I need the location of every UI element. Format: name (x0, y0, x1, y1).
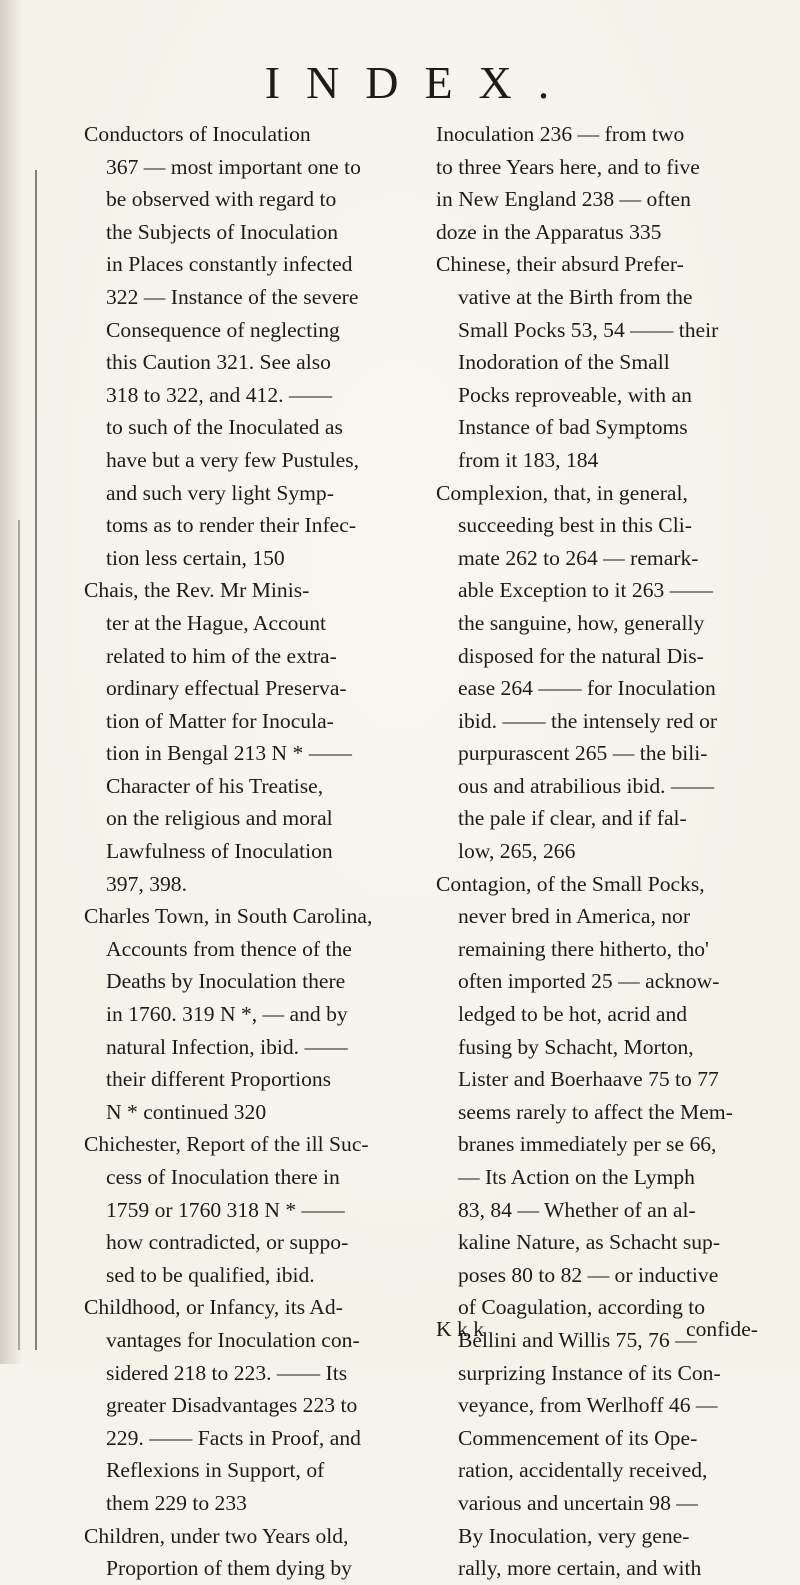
index-line: succeeding best in this Cli- (458, 513, 692, 538)
index-line: natural Infection, ibid. —— (106, 1034, 348, 1059)
index-line: ter at the Hague, Account (106, 610, 327, 635)
index-line: the pale if clear, and if fal- (458, 806, 687, 831)
index-line: ration, accidentally received, (458, 1458, 708, 1483)
index-line: their different Proportions (106, 1067, 332, 1092)
index-line: surprizing Instance of its Con- (458, 1360, 721, 1385)
index-line: them 229 to 233 (106, 1490, 247, 1515)
index-line: — Its Action on the Lymph (458, 1165, 695, 1189)
index-line: ledged to be hot, acrid and (458, 1002, 688, 1027)
index-line: tion less certain, 150 (106, 545, 285, 570)
index-line: 322 — Instance of the severe (106, 284, 359, 309)
index-line: often imported 25 — acknow- (458, 969, 720, 994)
index-line: By Inoculation, very gene- (458, 1523, 690, 1548)
index-line: rally, more certain, and with (458, 1556, 702, 1581)
index-column-left (84, 118, 414, 1585)
index-line: 318 to 322, and 412. —— (106, 382, 333, 407)
index-line: Reflexions in Support, of (106, 1458, 325, 1483)
index-line: Accounts from thence of the (106, 936, 352, 961)
binding-line-secondary (18, 520, 20, 1350)
index-line: veyance, from Werlhoff 46 — (458, 1393, 718, 1418)
index-line: various and uncertain 98 — (458, 1490, 698, 1515)
index-line: Chichester, Report of the ill Suc- (84, 1132, 369, 1157)
index-line: Pocks reproveable, with an (458, 382, 692, 407)
index-line: have but a very few Pustules, (106, 447, 360, 472)
index-line: Character of his Treatise, (106, 773, 324, 798)
index-line: on the religious and moral (106, 806, 333, 831)
index-line: able Exception to it 263 —— (458, 578, 713, 603)
index-line: from it 183, 184 (458, 447, 599, 472)
index-line: branes immediately per se 66, (458, 1132, 717, 1157)
index-line: 229. —— Facts in Proof, and (106, 1425, 361, 1450)
index-line: never bred in America, nor (458, 904, 691, 929)
index-line: 83, 84 — Whether of an al- (458, 1197, 696, 1222)
index-line: Chinese, their absurd Prefer- (436, 252, 684, 277)
index-line: remaining there hitherto, tho' (458, 936, 709, 961)
index-line: ease 264 —— for Inoculation (458, 676, 716, 701)
index-line: doze in the Apparatus 335 (436, 219, 662, 244)
index-line: how contradicted, or suppo- (106, 1230, 349, 1255)
index-line: Instance of bad Symptoms (458, 415, 688, 440)
index-column-right (436, 118, 766, 1585)
binding-line (35, 170, 37, 1350)
index-line: vative at the Birth from the (458, 284, 693, 309)
index-line: Children, under two Years old, (84, 1523, 349, 1548)
index-line: of Coagulation, according to (458, 1295, 706, 1320)
index-line: sed to be qualified, ibid. (106, 1262, 315, 1287)
index-line: Inoculation 236 — from two (436, 122, 685, 146)
index-line: poses 80 to 82 — or inductive (458, 1262, 719, 1287)
index-line: and such very light Symp- (106, 480, 334, 505)
index-line: in 1760. 319 N *, — and by (106, 1002, 348, 1027)
index-line: in New England 238 — often (436, 187, 691, 212)
index-line: the sanguine, how, generally (458, 610, 705, 635)
index-line: tion in Bengal 213 N * —— (106, 741, 352, 766)
index-line: tion of Matter for Inocula- (106, 708, 334, 733)
index-line: Commencement of its Ope- (458, 1425, 698, 1450)
index-line: in Places constantly infected (106, 252, 353, 277)
index-line: ibid. —— the intensely red or (458, 708, 718, 733)
index-line: N * continued 320 (106, 1099, 267, 1124)
index-line: Small Pocks 53, 54 —— their (458, 317, 719, 342)
index-line: Conductors of Inoculation (84, 122, 311, 146)
index-line: related to him of the extra- (106, 643, 337, 668)
index-line: seems rarely to affect the Mem- (458, 1099, 733, 1124)
signature-mark: K k k (436, 1317, 484, 1341)
index-line: 1759 or 1760 318 N * —— (106, 1197, 345, 1222)
index-line: Childhood, or Infancy, its Ad- (84, 1295, 343, 1320)
index-line: be observed with regard to (106, 187, 337, 212)
index-line: Chais, the Rev. Mr Minis- (84, 578, 310, 603)
index-line: sidered 218 to 223. —— Its (106, 1360, 348, 1385)
index-line: the Subjects of Inoculation (106, 219, 339, 244)
index-line: greater Disadvantages 223 to (106, 1393, 358, 1418)
index-line: purpurascent 265 — the bili- (458, 741, 708, 766)
catchword: confide- (686, 1317, 758, 1341)
index-line: cess of Inoculation there in (106, 1165, 340, 1189)
index-line: 397, 398. (106, 871, 187, 896)
page-heading: INDEX. (264, 57, 576, 108)
index-line: Lawfulness of Inoculation (106, 839, 333, 864)
index-line: fusing by Schacht, Morton, (458, 1034, 694, 1059)
index-line: low, 265, 266 (458, 839, 576, 864)
index-line: toms as to render their Infec- (106, 513, 357, 538)
index-line: Lister and Boerhaave 75 to 77 (458, 1067, 719, 1092)
index-line: Deaths by Inoculation there (106, 969, 346, 994)
index-line: ous and atrabilious ibid. —— (458, 773, 715, 798)
index-line: vantages for Inoculation con- (106, 1327, 360, 1352)
index-line: disposed for the natural Dis- (458, 643, 704, 668)
index-line: Charles Town, in South Carolina, (84, 904, 373, 929)
index-line: to such of the Inoculated as (106, 415, 343, 440)
index-line: Proportion of them dying by (106, 1556, 352, 1581)
index-line: kaline Nature, as Schacht sup- (458, 1230, 721, 1255)
index-line: this Caution 321. See also (106, 350, 331, 375)
index-line: mate 262 to 264 — remark- (458, 545, 699, 570)
index-line: Inodoration of the Small (458, 350, 670, 375)
index-line: Contagion, of the Small Pocks, (436, 871, 705, 896)
index-line: Complexion, that, in general, (436, 480, 688, 505)
index-line: 367 — most important one to (106, 154, 361, 179)
index-line: Bellini and Willis 75, 76 — (458, 1327, 697, 1352)
index-line: Consequence of neglecting (106, 317, 340, 342)
index-line: to three Years here, and to five (436, 154, 700, 179)
index-line: ordinary effectual Preserva- (106, 676, 347, 701)
